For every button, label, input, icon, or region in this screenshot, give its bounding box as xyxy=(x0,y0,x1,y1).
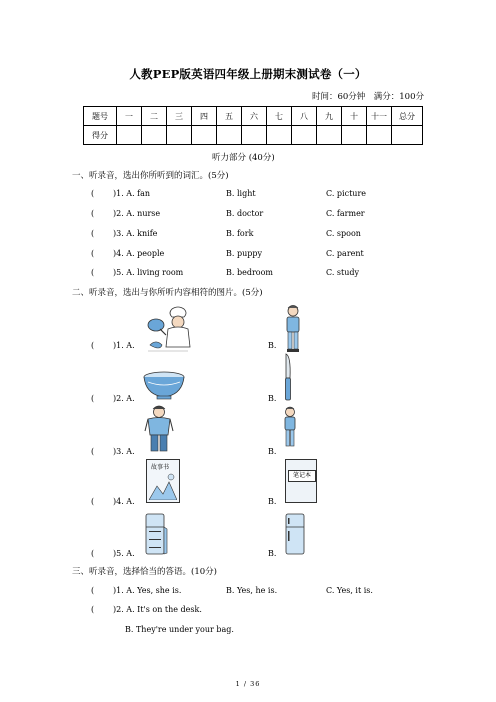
score-input-cell[interactable] xyxy=(117,126,142,145)
answer-paren[interactable]: ( xyxy=(91,394,95,403)
boy-icon xyxy=(282,406,298,450)
s2-q4: )4. A. xyxy=(113,497,135,506)
man-icon xyxy=(143,405,175,453)
s2-q3-b: B. xyxy=(268,447,277,456)
answer-paren[interactable]: ( xyxy=(91,447,95,456)
section3-heading: 三、听录音，选择恰当的答语。(10分) xyxy=(72,567,217,577)
s1-q1-c: C. picture xyxy=(326,189,367,198)
section1-heading: 一、听录音，选出你所听到的词汇。(5分) xyxy=(72,171,229,181)
section2-heading: 二、听录音，选出与你所听内容相符的图片。(5分) xyxy=(72,288,263,298)
score-cell: 十一 xyxy=(367,107,392,126)
answer-paren[interactable]: ( xyxy=(91,209,95,218)
bowl-icon xyxy=(142,370,186,400)
score-cell: 五 xyxy=(217,107,242,126)
s1-q1-b: B. light xyxy=(226,189,256,198)
s1-q2: )2. A. nurse xyxy=(113,209,161,218)
answer-paren[interactable]: ( xyxy=(91,605,95,614)
score-input-cell[interactable] xyxy=(317,126,342,145)
score-table xyxy=(83,106,423,145)
score-row-label: 得分 xyxy=(84,126,117,145)
s1-q2-c: C. farmer xyxy=(326,209,365,218)
s2-q5: )5. A. xyxy=(113,549,135,558)
s1-q3: )3. A. knife xyxy=(113,229,158,238)
answer-paren[interactable]: ( xyxy=(91,549,95,558)
s1-q3-b: B. fork xyxy=(226,229,254,238)
s1-q2-b: B. doctor xyxy=(226,209,264,218)
score-cell: 十 xyxy=(342,107,367,126)
listening-part-heading: 听力部分 (40分) xyxy=(212,153,275,163)
s3-q1-c: C. Yes, it is. xyxy=(326,586,373,595)
s3-q2: )2. A. It's on the desk. xyxy=(113,605,202,614)
s2-q2-b: B. xyxy=(268,394,277,403)
answer-paren[interactable]: ( xyxy=(91,229,95,238)
score-input-cell[interactable] xyxy=(167,126,192,145)
answer-paren[interactable]: ( xyxy=(91,341,95,350)
score-cell: 四 xyxy=(192,107,217,126)
s3-q1-b: B. Yes, he is. xyxy=(226,586,278,595)
score-cell: 三 xyxy=(167,107,192,126)
s2-q5-b: B. xyxy=(268,549,277,558)
score-cell: 九 xyxy=(317,107,342,126)
score-cell: 总分 xyxy=(392,107,423,126)
storybook-label: 故事书 xyxy=(151,464,170,471)
s2-q1: )1. A. xyxy=(113,341,135,350)
score-cell: 二 xyxy=(142,107,167,126)
s2-q2: )2. A. xyxy=(113,394,135,403)
fridge-closed-icon xyxy=(284,513,306,555)
score-input-cell[interactable] xyxy=(367,126,392,145)
answer-paren[interactable]: ( xyxy=(91,586,95,595)
time-info: 时间：60分钟 满分：100分 xyxy=(311,92,424,102)
s3-q1: )1. A. Yes, she is. xyxy=(113,586,182,595)
s1-q1: )1. A. fan xyxy=(113,189,151,198)
storybook-icon xyxy=(146,459,180,503)
score-input-cell[interactable] xyxy=(392,126,423,145)
s1-q3-c: C. spoon xyxy=(326,229,361,238)
score-cell: 八 xyxy=(292,107,317,126)
score-input-cell[interactable] xyxy=(292,126,317,145)
score-input-cell[interactable] xyxy=(242,126,267,145)
score-input-cell[interactable] xyxy=(217,126,242,145)
score-cell: 一 xyxy=(117,107,142,126)
notebook-icon xyxy=(285,459,317,503)
score-input-cell[interactable] xyxy=(142,126,167,145)
knife-icon xyxy=(283,352,293,402)
storybook-cover-art xyxy=(149,472,177,500)
answer-paren[interactable]: ( xyxy=(91,268,95,277)
s1-q5: )5. A. living room xyxy=(113,268,184,277)
page-number: 1 / 36 xyxy=(235,680,261,688)
notebook-label: 笔记本 xyxy=(288,470,316,482)
boy-standing-icon xyxy=(282,304,304,354)
score-input-cell[interactable] xyxy=(267,126,292,145)
score-input-cell[interactable] xyxy=(342,126,367,145)
fridge-open-icon xyxy=(144,513,168,555)
score-table-score-row xyxy=(84,126,423,145)
s2-q3: )3. A. xyxy=(113,447,135,456)
s1-q5-c: C. study xyxy=(326,268,360,277)
score-table-header-row xyxy=(84,107,423,126)
answer-paren[interactable]: ( xyxy=(91,249,95,258)
page-title: 人教PEP版英语四年级上册期末测试卷（一） xyxy=(129,67,367,81)
s3-q2-b: B. They're under your bag. xyxy=(125,625,234,634)
answer-paren[interactable]: ( xyxy=(91,189,95,198)
s1-q5-b: B. bedroom xyxy=(226,268,273,277)
s1-q4: )4. A. people xyxy=(113,249,165,258)
score-cell: 六 xyxy=(242,107,267,126)
answer-paren[interactable]: ( xyxy=(91,497,95,506)
s1-q4-b: B. puppy xyxy=(226,249,262,258)
s2-q1-b: B. xyxy=(268,341,277,350)
s2-q4-b: B. xyxy=(268,497,277,506)
score-input-cell[interactable] xyxy=(192,126,217,145)
score-cell: 题号 xyxy=(84,107,117,126)
score-cell: 七 xyxy=(267,107,292,126)
chef-boy-icon xyxy=(142,305,194,355)
s1-q4-c: C. parent xyxy=(326,249,364,258)
